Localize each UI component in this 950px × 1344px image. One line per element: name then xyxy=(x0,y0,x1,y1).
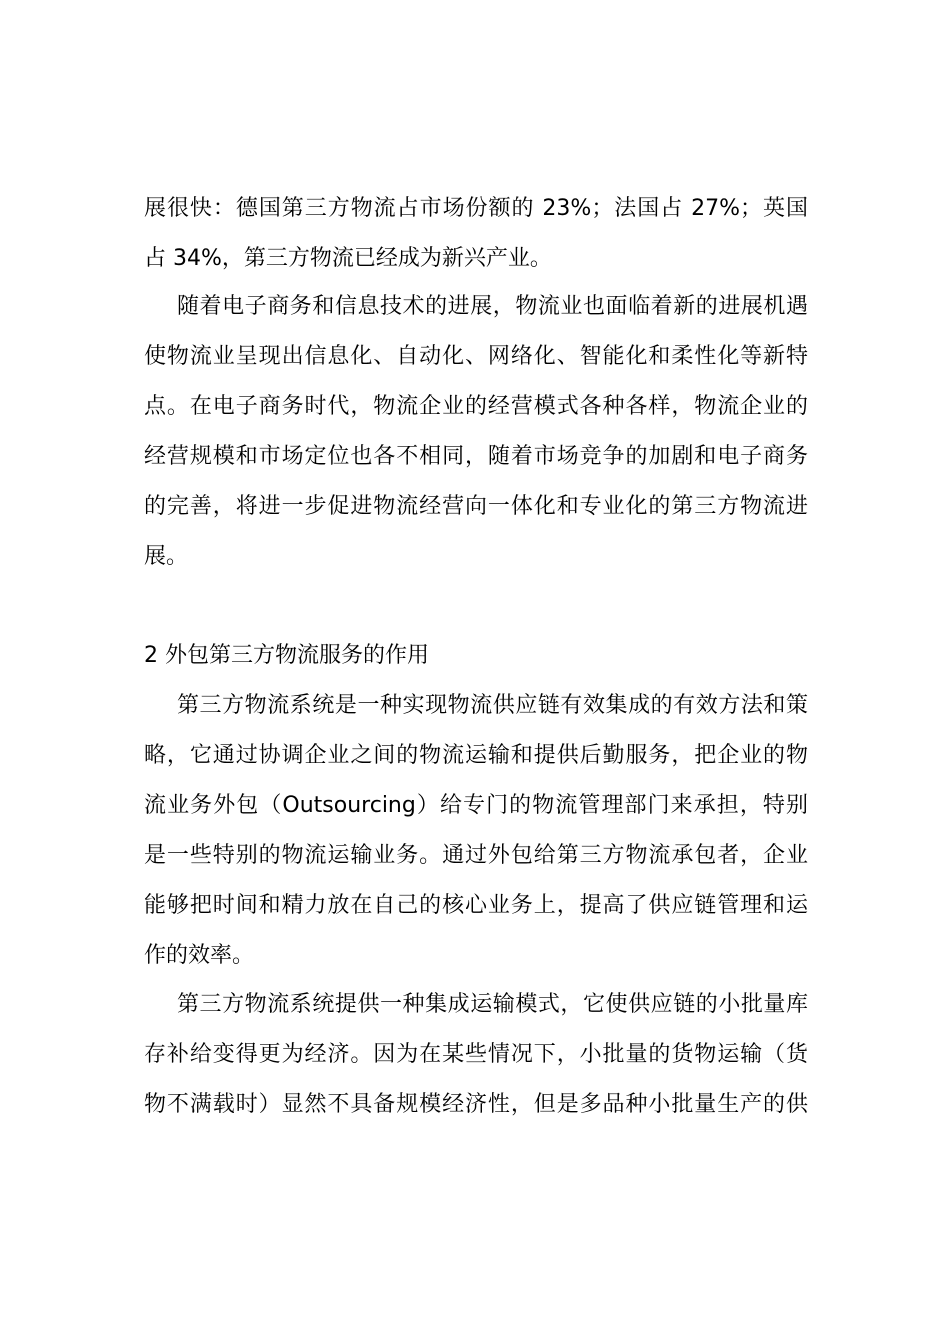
text-line: 展。 xyxy=(144,544,189,569)
paragraph-outsourcing xyxy=(144,681,808,981)
text-line: 存补给变得更为经济。因为在某些情况下，小批量的货物运输（货 xyxy=(144,1042,808,1067)
text-line: 经营规模和市场定位也各不相同，随着市场竞争的加剧和电子商务 xyxy=(144,444,808,469)
text-line: 的完善，将进一步促进物流经营向一体化和专业化的第三方物流进 xyxy=(144,494,808,519)
text-line: 物不满载时）显然不具备规模经济性，但是多品种小批量生产的供 xyxy=(144,1092,808,1117)
text-line: 展很快：德国第三方物流占市场份额的 23%；法国占 27%；英国 xyxy=(144,196,808,221)
text-line: 作的效率。 xyxy=(144,943,255,968)
text-line: 第三方物流系统是一种实现物流供应链有效集成的有效方法和策 xyxy=(177,693,808,718)
text-line: 是一些特别的物流运输业务。通过外包给第三方物流承包者，企业 xyxy=(144,843,808,868)
text-line: 能够把时间和精力放在自己的核心业务上，提高了供应链管理和运 xyxy=(144,893,808,918)
text-line: 占 34%，第三方物流已经成为新兴产业。 xyxy=(144,246,552,271)
text-line: 随着电子商务和信息技术的进展，物流业也面临着新的进展机遇 xyxy=(177,294,808,319)
text-line: 点。在电子商务时代，物流企业的经营模式各种各样，物流企业的 xyxy=(144,394,808,419)
text-line: 略，它通过协调企业之间的物流运输和提供后勤服务，把企业的物 xyxy=(144,743,808,768)
text-line: 第三方物流系统提供一种集成运输模式，它使供应链的小批量库 xyxy=(177,992,808,1017)
text-line: 流业务外包（Outsourcing）给专门的物流管理部门来承担，特别 xyxy=(144,793,808,818)
paragraph-transport xyxy=(144,980,808,1130)
paragraph-ecommerce xyxy=(144,282,808,582)
text-line: 使物流业呈现出信息化、自动化、网络化、智能化和柔性化等新特 xyxy=(144,344,808,369)
paragraph-market-share xyxy=(144,184,808,284)
section-heading: 2 外包第三方物流服务的作用 xyxy=(144,643,429,668)
